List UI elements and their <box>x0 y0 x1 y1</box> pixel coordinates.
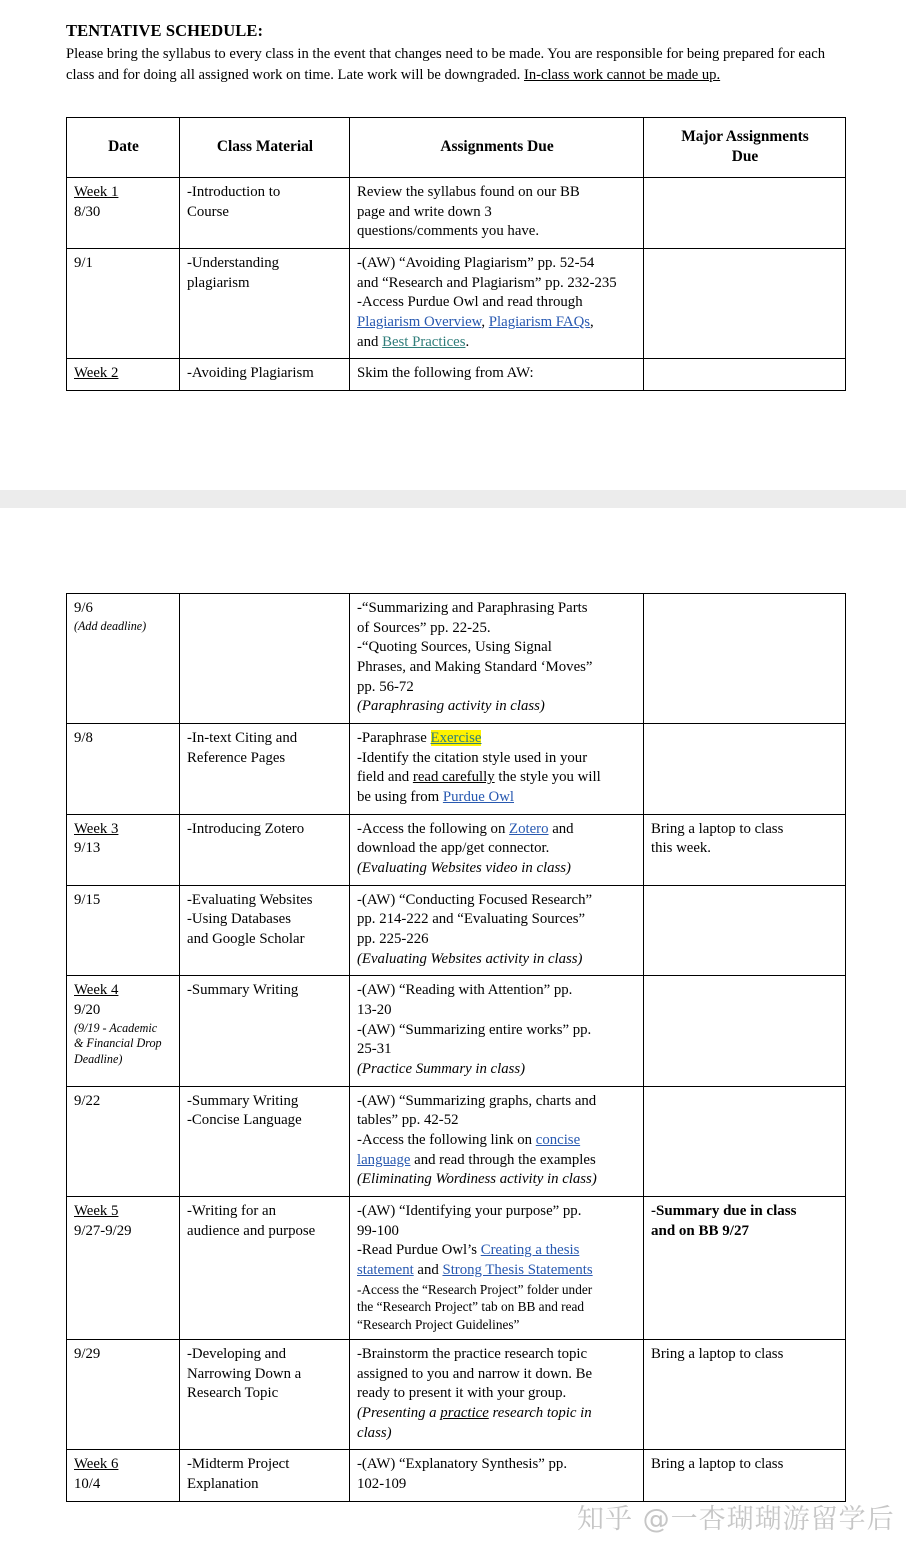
assignment-line: -(AW) “Reading with Attention” pp. <box>357 982 573 999</box>
cell-date <box>67 814 180 885</box>
assignment-lead-text: -Paraphrase <box>357 730 431 747</box>
cell-class-material <box>180 1197 350 1340</box>
assignment-line: -(AW) “Summarizing graphs, charts and <box>357 1092 597 1109</box>
material-line: -Writing for an <box>187 1203 276 1220</box>
assignment-text: and read through the examples <box>410 1151 596 1168</box>
document-heading-block <box>66 22 828 86</box>
intro-line-1: Please bring the syllabus to every class in the event that changes need to be made. You are responsible for being prepared <box>66 45 774 62</box>
cell-date <box>67 248 180 358</box>
assignment-line <box>357 1151 637 1171</box>
assignment-line: Phrases, and Making Standard ‘Moves” <box>357 659 593 676</box>
assignment-text: -Access the following link on <box>357 1132 536 1149</box>
table-row <box>67 1197 846 1340</box>
date-value: 9/15 <box>74 891 101 908</box>
cell-class-material <box>180 724 350 815</box>
cell-assignments-due <box>350 248 644 358</box>
column-header-class-material: Class Material <box>180 118 350 178</box>
assignment-line: download the app/get connector. <box>357 840 550 857</box>
page-separator-band <box>0 490 906 508</box>
table-row <box>67 359 846 391</box>
cell-date <box>67 1450 180 1501</box>
date-week-label: Week 6 <box>74 1456 119 1473</box>
table-row <box>67 976 846 1086</box>
assignment-text: and <box>413 1262 443 1279</box>
material-line: -Summary Writing <box>187 982 299 999</box>
date-note: (9/19 - Academic <box>74 1020 158 1035</box>
assignment-text: -Access the following on <box>357 820 510 837</box>
assignment-line: pp. 225-226 <box>357 931 429 948</box>
material-line: -In-text Citing and <box>187 730 298 747</box>
link-concise-language-part1[interactable]: concise <box>535 1132 581 1149</box>
column-header-major-assignments-due <box>644 118 846 178</box>
emphasis-practice: practice <box>440 1405 489 1422</box>
cell-major-assignments <box>644 1340 846 1450</box>
date-value: 9/27-9/29 <box>74 1222 132 1239</box>
material-line: -Evaluating Websites <box>187 891 313 908</box>
intro-underlined-note: In-class work cannot be made up. <box>523 67 721 84</box>
cell-date <box>67 1197 180 1340</box>
assignment-line: -(AW) “Explanatory Synthesis” pp. <box>357 1456 568 1473</box>
link-exercise-highlighted[interactable]: Exercise <box>430 730 482 747</box>
assignment-line <box>357 1241 637 1261</box>
cell-date <box>67 885 180 976</box>
date-week-label: Week 2 <box>74 365 119 382</box>
cell-assignments-due <box>350 594 644 724</box>
table-row <box>67 248 846 358</box>
link-creating-a-thesis-statement-part2[interactable]: statement <box>357 1262 414 1279</box>
cell-assignments-due <box>350 1197 644 1340</box>
cell-class-material <box>180 976 350 1086</box>
table-header-row <box>67 118 846 178</box>
material-line: -Introducing Zotero <box>187 820 305 837</box>
assignment-line <box>357 1261 637 1281</box>
assignment-line <box>357 820 637 840</box>
assignment-line: Skim the following from AW: <box>357 365 534 382</box>
link-purdue-owl[interactable]: Purdue Owl <box>442 789 515 806</box>
date-value: 9/6 <box>74 600 93 616</box>
link-lead-text: and <box>357 333 383 350</box>
assignment-line: and “Research and Plagiarism” pp. 232-235 <box>357 274 617 291</box>
assignment-links-line <box>357 313 637 333</box>
major-line: -Summary due in class <box>651 1203 797 1220</box>
cell-class-material <box>180 594 350 724</box>
material-line: -Avoiding Plagiarism <box>187 365 314 382</box>
material-line: -Developing and <box>187 1346 287 1363</box>
assignment-line <box>357 768 637 788</box>
cell-date <box>67 1086 180 1196</box>
link-plagiarism-overview[interactable]: Plagiarism Overview <box>357 314 482 330</box>
cell-class-material <box>180 1340 350 1450</box>
material-line: and Google Scholar <box>187 931 305 948</box>
assignment-line: of Sources” pp. 22-25. <box>357 619 491 636</box>
cell-class-material <box>180 177 350 248</box>
cell-assignments-due <box>350 359 644 391</box>
date-week-label: Week 3 <box>74 820 119 837</box>
page-two <box>0 508 906 1546</box>
material-line: Narrowing Down a <box>187 1365 302 1382</box>
table-row <box>67 724 846 815</box>
table-row <box>67 814 846 885</box>
column-header-date: Date <box>67 118 180 178</box>
assignment-line: 25-31 <box>357 1041 392 1058</box>
link-best-practices[interactable]: Best Practices <box>382 333 466 350</box>
cell-class-material <box>180 1086 350 1196</box>
assignment-activity-note <box>357 1404 637 1424</box>
cell-date <box>67 359 180 391</box>
cell-major-assignments <box>644 885 846 976</box>
link-strong-thesis-statements[interactable]: Strong Thesis Statements <box>442 1262 593 1279</box>
cell-date <box>67 976 180 1086</box>
assignment-activity-note: (Evaluating Websites activity in class) <box>357 950 583 967</box>
cell-assignments-due <box>350 1340 644 1450</box>
cell-assignments-due <box>350 976 644 1086</box>
table-row <box>67 1340 846 1450</box>
date-value: 9/13 <box>74 840 101 857</box>
material-line: -Summary Writing <box>187 1092 299 1109</box>
assignment-activity-note: (Eliminating Wordiness activity in class) <box>357 1171 597 1188</box>
table-row <box>67 885 846 976</box>
assignment-line: tables” pp. 42-52 <box>357 1112 459 1129</box>
schedule-table-page-two <box>66 593 846 1502</box>
page-title: TENTATIVE SCHEDULE: <box>66 21 264 40</box>
assignment-text: the style you will <box>494 769 601 786</box>
date-note: & Financial Drop <box>74 1036 162 1051</box>
assignment-line: -Identify the citation style used in your <box>357 749 588 766</box>
link-separator: , <box>590 314 594 330</box>
assignment-line: -“Quoting Sources, Using Signal <box>357 639 552 656</box>
assignment-text: -Read Purdue Owl’s <box>357 1242 481 1259</box>
material-line: Research Topic <box>187 1385 279 1402</box>
assignment-line: assigned to you and narrow it down. Be <box>357 1365 593 1382</box>
assignment-activity-note: class) <box>357 1424 392 1441</box>
assignment-line: ready to present it with your group. <box>357 1385 567 1402</box>
date-week-label: Week 4 <box>74 982 119 999</box>
cell-major-assignments <box>644 976 846 1086</box>
assignment-line: pp. 56-72 <box>357 678 414 695</box>
intro-paragraph <box>66 44 828 86</box>
material-line: Explanation <box>187 1476 259 1493</box>
assignment-line: -Access the “Research Project” folder under <box>357 1281 593 1297</box>
link-concise-language-part2[interactable]: language <box>357 1151 411 1168</box>
emphasis-read-carefully: read carefully <box>412 769 495 786</box>
date-value: 9/22 <box>74 1092 101 1109</box>
assignment-line: -Brainstorm the practice research topic <box>357 1346 588 1363</box>
major-line: Bring a laptop to class <box>651 1346 784 1363</box>
date-note: (Add deadline) <box>74 618 147 633</box>
assignment-line: -“Summarizing and Paraphrasing Parts <box>357 600 588 616</box>
assignment-line: -(AW) “Identifying your purpose” pp. <box>357 1203 582 1220</box>
assignment-links-line <box>357 333 637 353</box>
cell-class-material <box>180 359 350 391</box>
date-value: 9/20 <box>74 1002 101 1019</box>
activity-note-text: (Presenting a <box>357 1405 441 1422</box>
table-row <box>67 1086 846 1196</box>
cell-major-assignments <box>644 724 846 815</box>
date-value: 8/30 <box>74 203 101 220</box>
cell-class-material <box>180 814 350 885</box>
major-line: Bring a laptop to class <box>651 820 784 837</box>
assignment-line: -Access Purdue Owl and read through <box>357 294 583 311</box>
assignment-line: “Research Project Guidelines” <box>357 1316 520 1332</box>
assignment-line: Review the syllabus found on our BB <box>357 183 580 200</box>
cell-assignments-due <box>350 724 644 815</box>
table-row <box>67 1450 846 1501</box>
cell-major-assignments <box>644 1450 846 1501</box>
major-header-line-1: Major Assignments <box>681 128 809 145</box>
material-line: -Introduction to <box>187 183 281 200</box>
assignment-line: 99-100 <box>357 1222 399 1239</box>
link-creating-a-thesis-statement-part1[interactable]: Creating a thesis <box>480 1242 580 1259</box>
material-line: audience and purpose <box>187 1222 316 1239</box>
cell-major-assignments <box>644 177 846 248</box>
major-header-line-2: Due <box>731 148 759 166</box>
date-value: 9/29 <box>74 1346 101 1363</box>
cell-assignments-due <box>350 1450 644 1501</box>
cell-date <box>67 177 180 248</box>
assignment-line: -(AW) “Summarizing entire works” pp. <box>357 1021 592 1038</box>
assignment-line: 13-20 <box>357 1002 392 1019</box>
assignment-activity-note: (Evaluating Websites video in class) <box>357 860 571 877</box>
material-line: -Using Databases <box>187 911 291 928</box>
assignment-line <box>357 729 637 749</box>
material-line: plagiarism <box>187 274 250 291</box>
cell-major-assignments <box>644 248 846 358</box>
assignment-line: page and write down 3 <box>357 203 492 220</box>
material-line: -Concise Language <box>187 1112 302 1129</box>
cell-date <box>67 594 180 724</box>
assignment-text: and <box>548 820 574 837</box>
assignment-line <box>357 1131 637 1151</box>
zhihu-watermark: 知乎 @一杏瑚瑚游留学后 <box>577 1504 895 1535</box>
major-line: and on BB 9/27 <box>651 1222 749 1239</box>
cell-class-material <box>180 1450 350 1501</box>
intro-line-2: for each class and for doing all assigned work on time. Late work will be downgraded. <box>66 45 826 84</box>
assignment-text: field and <box>357 769 413 786</box>
assignment-line: -(AW) “Conducting Focused Research” <box>357 891 593 908</box>
date-value: 10/4 <box>74 1476 101 1493</box>
assignment-line: -(AW) “Avoiding Plagiarism” pp. 52-54 <box>357 254 595 271</box>
material-line: Course <box>187 203 229 220</box>
table-row <box>67 177 846 248</box>
column-header-assignments-due: Assignments Due <box>350 118 644 178</box>
cell-major-assignments <box>644 1197 846 1340</box>
table-row <box>67 594 846 724</box>
cell-assignments-due <box>350 1086 644 1196</box>
date-value: 9/8 <box>74 730 93 747</box>
cell-assignments-due <box>350 814 644 885</box>
date-value: 9/1 <box>74 254 93 271</box>
schedule-table-page-one <box>66 117 846 391</box>
assignment-activity-note: (Paraphrasing activity in class) <box>357 698 545 715</box>
activity-note-text: research topic in <box>488 1405 592 1422</box>
cell-major-assignments <box>644 594 846 724</box>
assignment-line: the “Research Project” tab on BB and read <box>357 1299 585 1315</box>
cell-assignments-due <box>350 885 644 976</box>
trailing-period: . <box>465 333 470 350</box>
material-line: -Midterm Project <box>187 1456 290 1473</box>
assignment-activity-note: (Practice Summary in class) <box>357 1061 526 1078</box>
cell-major-assignments <box>644 1086 846 1196</box>
major-line: Bring a laptop to class <box>651 1456 784 1473</box>
material-line: Reference Pages <box>187 749 286 766</box>
cell-assignments-due <box>350 177 644 248</box>
assignment-line <box>357 788 637 808</box>
cell-date <box>67 1340 180 1450</box>
link-separator: , <box>481 314 489 330</box>
assignment-line: questions/comments you have. <box>357 223 540 240</box>
assignment-line: 102-109 <box>357 1476 407 1493</box>
assignment-line: pp. 214-222 and “Evaluating Sources” <box>357 911 586 928</box>
material-line: -Understanding <box>187 254 280 271</box>
cell-class-material <box>180 248 350 358</box>
link-zotero[interactable]: Zotero <box>509 820 549 837</box>
cell-class-material <box>180 885 350 976</box>
cell-major-assignments <box>644 814 846 885</box>
date-week-label: Week 5 <box>74 1203 119 1220</box>
link-plagiarism-faqs[interactable]: Plagiarism FAQs <box>488 314 591 330</box>
assignment-text: be using from <box>357 789 443 806</box>
date-note: Deadline) <box>74 1052 123 1067</box>
date-week-label: Week 1 <box>74 183 119 200</box>
page-one <box>0 0 906 490</box>
major-line: this week. <box>651 840 711 857</box>
cell-date <box>67 724 180 815</box>
cell-major-assignments <box>644 359 846 391</box>
